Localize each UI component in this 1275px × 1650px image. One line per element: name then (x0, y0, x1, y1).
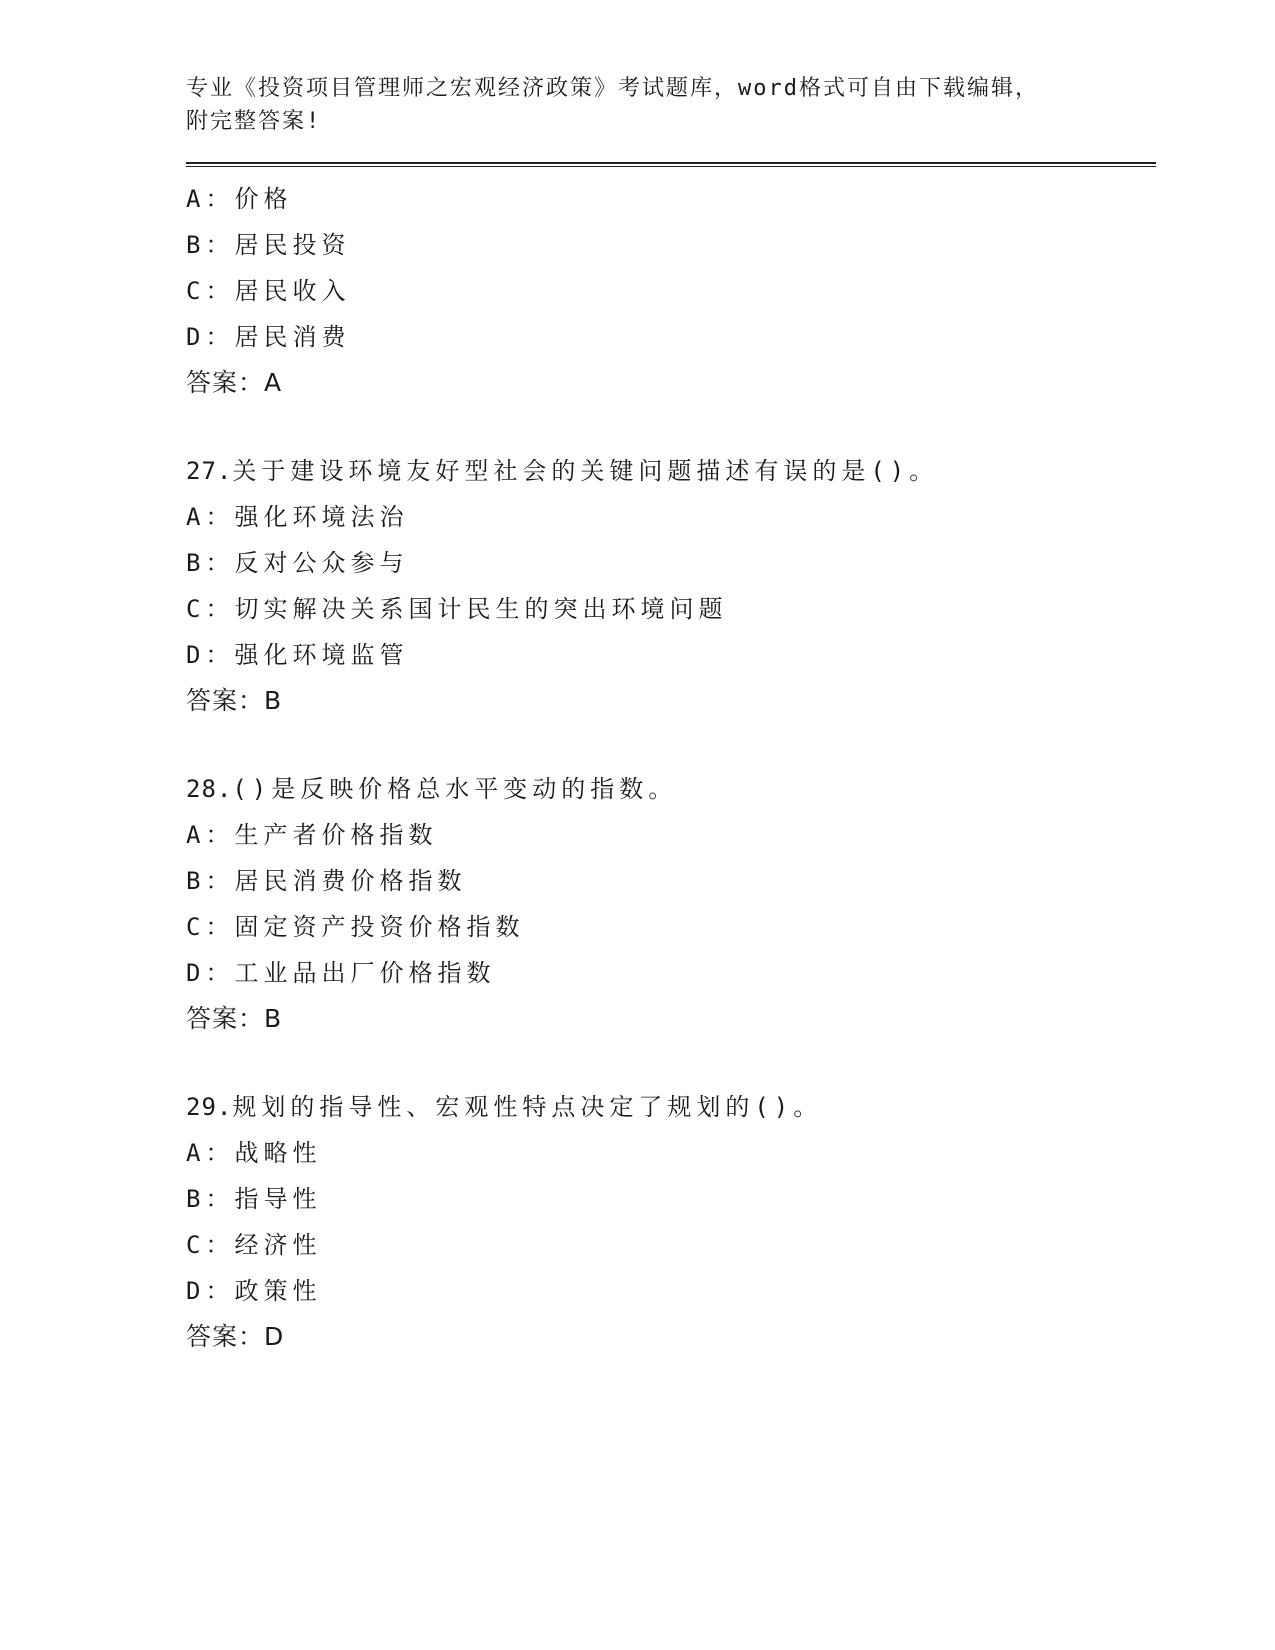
option-b (186, 858, 1156, 904)
question-29 (186, 1084, 1156, 1360)
answer-line: 答案：D (186, 1322, 285, 1351)
option-a (186, 812, 1156, 858)
question-26-continued (186, 176, 1156, 406)
option-d (186, 950, 1156, 996)
option-c (186, 268, 1156, 314)
header-line-1: 专业《投资项目管理师之宏观经济政策》考试题库，word格式可自由下载编辑， (186, 76, 1039, 101)
option-text: 价格 (234, 185, 293, 213)
option-label: A： (186, 821, 235, 849)
question-28 (186, 766, 1156, 1042)
option-label: B： (186, 867, 235, 895)
option-text: 生产者价格指数 (234, 821, 438, 849)
option-text: 居民消费 (234, 323, 351, 351)
option-text: 强化环境监管 (234, 641, 409, 669)
option-text: 居民消费价格指数 (234, 867, 467, 895)
option-b (186, 1176, 1156, 1222)
option-label: A： (186, 185, 235, 213)
option-label: C： (186, 595, 235, 623)
question-number: 29. (186, 1093, 233, 1121)
question-text: 关于建设环境友好型社会的关键问题描述有误的是()。 (232, 457, 939, 485)
question-number: 27. (186, 457, 233, 485)
option-text: 居民投资 (234, 231, 351, 259)
header-line-2: 附完整答案! (186, 109, 322, 134)
option-label: B： (186, 231, 235, 259)
option-b (186, 540, 1156, 586)
option-text: 战略性 (234, 1139, 322, 1167)
option-c (186, 904, 1156, 950)
answer-line: 答案：A (186, 368, 283, 397)
option-text: 工业品出厂价格指数 (234, 959, 496, 987)
option-c (186, 1222, 1156, 1268)
option-b (186, 222, 1156, 268)
option-a (186, 176, 1156, 222)
document-header (186, 70, 1156, 138)
question-stem (186, 1084, 1156, 1130)
option-c (186, 586, 1156, 632)
option-label: C： (186, 1231, 235, 1259)
option-label: D： (186, 1277, 235, 1305)
option-text: 固定资产投资价格指数 (234, 913, 525, 941)
option-d (186, 1268, 1156, 1314)
option-text: 指导性 (234, 1185, 322, 1213)
option-d (186, 632, 1156, 678)
option-text: 反对公众参与 (234, 549, 409, 577)
question-number: 28. (186, 775, 233, 803)
option-label: C： (186, 277, 235, 305)
option-label: A： (186, 1139, 235, 1167)
option-label: D： (186, 959, 235, 987)
question-27 (186, 448, 1156, 724)
option-label: B： (186, 549, 235, 577)
option-d (186, 314, 1156, 360)
option-a (186, 494, 1156, 540)
option-text: 强化环境法治 (234, 503, 409, 531)
option-label: D： (186, 323, 235, 351)
question-text: ()是反映价格总水平变动的指数。 (232, 775, 678, 803)
option-label: B： (186, 1185, 235, 1213)
option-text: 政策性 (234, 1277, 322, 1305)
option-text: 经济性 (234, 1231, 322, 1259)
document-page (186, 70, 1156, 1360)
option-label: A： (186, 503, 235, 531)
option-label: C： (186, 913, 235, 941)
option-text: 居民收入 (234, 277, 351, 305)
option-text: 切实解决关系国计民生的突出环境问题 (234, 595, 728, 623)
question-text: 规划的指导性、宏观性特点决定了规划的()。 (232, 1093, 823, 1121)
answer-line: 答案：B (186, 1004, 283, 1033)
option-a (186, 1130, 1156, 1176)
answer-line: 答案：B (186, 686, 283, 715)
option-label: D： (186, 641, 235, 669)
question-stem (186, 766, 1156, 812)
header-divider (186, 162, 1156, 167)
question-stem (186, 448, 1156, 494)
